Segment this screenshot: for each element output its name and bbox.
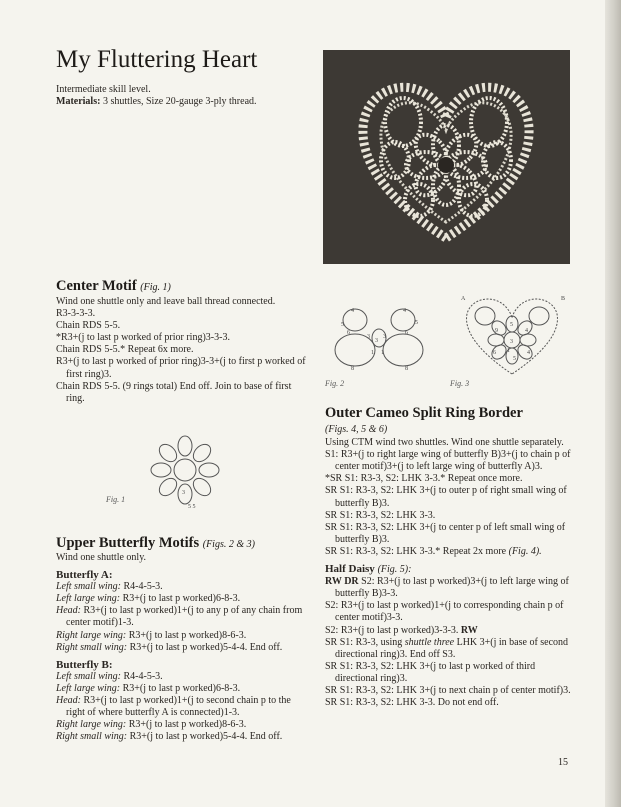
svg-text:4: 4	[525, 328, 528, 334]
materials-text: 3 shuttles, Size 20-gauge 3-ply thread.	[100, 96, 257, 108]
outer-cameo-fig-ref: (Figs. 4, 5 & 6)	[325, 424, 388, 435]
svg-text:A: A	[461, 296, 466, 302]
instruction-line: Right small wing: R3+(j to last p worked)5-4-4. End off.	[56, 641, 283, 653]
svg-text:3: 3	[510, 339, 513, 345]
svg-text:4: 4	[351, 308, 354, 314]
instruction-line: Using CTM wind two shuttles. Wind one shuttle separately.	[325, 437, 564, 449]
fig-1-caption: Fig. 1	[106, 495, 126, 504]
center-motif-instructions	[56, 296, 308, 405]
outer-cameo-instructions	[325, 424, 571, 709]
figure-1	[140, 432, 230, 512]
svg-text:6: 6	[405, 330, 408, 336]
instruction-line: Chain RDS 5-5.* Repeat 6x more.	[56, 344, 194, 356]
instruction-line: *R3+(j to last p worked of prior ring)3-3-3.	[56, 332, 230, 344]
instruction-line: Left small wing: R4-4-5-3.	[56, 670, 163, 682]
figure-2	[325, 298, 435, 378]
page-edge	[605, 0, 621, 807]
svg-text:5: 5	[415, 320, 418, 326]
instruction-line: Right small wing: R3+(j to last p worked)5-4-4. End off.	[56, 731, 283, 743]
skill-level: Intermediate skill level.	[56, 84, 151, 95]
svg-text:5: 5	[341, 322, 344, 328]
instruction-line: SR S1: R3-3, S2: LHK 3+(j to outer p of right small wing of butterfly B)3.	[325, 485, 567, 509]
materials-label: Materials:	[56, 96, 101, 108]
instruction-line: RW DR S2: R3+(j to last p worked)3+(j to left large wing of butterfly B)3-3.	[325, 576, 569, 600]
page-number: 15	[558, 757, 568, 768]
fig-2-caption: Fig. 2	[325, 379, 345, 388]
center-motif-heading: Center Motif (Fig. 1)	[56, 278, 171, 294]
instruction-line: Left large wing: R3+(j to last p worked)6-8-3.	[56, 593, 241, 605]
butterfly-b-label: Butterfly B:	[56, 658, 113, 671]
instruction-line: Left large wing: R3+(j to last p worked)6-8-3.	[56, 682, 241, 694]
upper-butterfly-fig-ref: (Figs. 2 & 3)	[202, 539, 255, 550]
instruction-line: SR S1: R3-3, S2: LHK 3-3.* Repeat 2x more (Fig. 4).	[325, 545, 542, 557]
svg-text:1: 1	[371, 350, 374, 356]
svg-text:1: 1	[381, 350, 384, 356]
butterfly-diagram	[325, 298, 435, 378]
upper-butterfly-instructions	[56, 552, 308, 743]
instruction-line: Wind one shuttle only.	[56, 552, 147, 563]
upper-butterfly-heading: Upper Butterfly Motifs (Figs. 2 & 3)	[56, 535, 255, 551]
instruction-line: Head: R3+(j to last p worked)1+(j to any p of any chain from center motif)1-3.	[56, 605, 303, 629]
instruction-line: Chain RDS 5-5.	[56, 320, 121, 332]
intro	[56, 84, 306, 108]
instruction-line: S1: R3+(j to right large wing of butterfly B)3+(j to chain p of center motif)3+(j to left large wing of butterfly A)3.	[325, 449, 571, 473]
instruction-line: SR S1: R3-3, S2: LHK 3+(j to next chain p of center motif)3.	[325, 684, 571, 696]
instruction-line: R3-3-3-3.	[56, 308, 96, 320]
svg-text:1: 1	[507, 348, 510, 354]
svg-text:8: 8	[351, 366, 354, 372]
svg-text:5: 5	[510, 322, 513, 328]
instruction-line: Right large wing: R3+(j to last p worked)8-6-3.	[56, 629, 247, 641]
fig-3-caption: Fig. 3	[450, 379, 470, 388]
page-title: My Fluttering Heart	[56, 46, 258, 73]
instruction-line: Head: R3+(j to last p worked)1+(j to second chain p to the right of where butterfly A is connected)1-3.	[56, 695, 291, 719]
svg-text:6: 6	[493, 350, 496, 356]
instruction-line: R3+(j to last p worked of prior ring)3-3+(j to first p worked of first ring)3.	[56, 356, 306, 380]
svg-text:3: 3	[367, 334, 370, 340]
svg-text:B: B	[561, 296, 566, 302]
svg-text:9: 9	[495, 328, 498, 334]
materials	[56, 96, 306, 108]
svg-text:3: 3	[383, 334, 386, 340]
tatted-heart-image	[323, 50, 570, 264]
instruction-line: SR S1: R3-3, S2: LHK 3-3. Do not end off.	[325, 697, 499, 709]
heart-photo	[323, 50, 570, 264]
svg-text:8: 8	[405, 366, 408, 372]
svg-text:6: 6	[347, 330, 350, 336]
instruction-line: Right large wing: R3+(j to last p worked)8-6-3.	[56, 719, 247, 731]
svg-text:5 5: 5 5	[188, 504, 196, 510]
svg-text:5: 5	[513, 356, 516, 362]
outer-cameo-heading: Outer Cameo Split Ring Border	[325, 405, 523, 421]
instruction-line: *SR S1: R3-3, S2: LHK 3-3.* Repeat once more.	[325, 473, 523, 485]
figure-3	[455, 288, 570, 380]
instruction-line: S2: R3+(j to last p worked)1+(j to corresponding chain p of center motif)3-3.	[325, 600, 564, 624]
half-daisy-heading: Half Daisy (Fig. 5):	[325, 563, 412, 576]
svg-text:3: 3	[375, 338, 378, 344]
svg-text:4: 4	[527, 350, 530, 356]
instruction-line: SR S1: R3-3, S2: LHK 3+(j to center p of left small wing of butterfly B)3.	[325, 521, 566, 545]
heart-assembly-diagram	[455, 288, 570, 380]
instruction-line: SR S1: R3-3, using shuttle three LHK 3+(j in base of second directional ring)3. End off S3.	[325, 636, 569, 660]
instruction-line: SR S1: R3-3, S2: LHK 3-3.	[325, 509, 436, 521]
center-motif-diagram	[140, 432, 230, 512]
svg-text:3: 3	[182, 490, 185, 496]
instruction-line: S2: R3+(j to last p worked)3-3-3. RW	[325, 624, 478, 636]
instruction-line: Wind one shuttle only and leave ball thread connected.	[56, 296, 276, 307]
instruction-line: Chain RDS 5-5. (9 rings total) End off. Join to base of first ring.	[56, 380, 292, 404]
butterfly-a-label: Butterfly A:	[56, 569, 113, 582]
instruction-line: Left small wing: R4-4-5-3.	[56, 581, 163, 593]
instruction-line: SR S1: R3-3, S2: LHK 3+(j to last p worked of third directional ring)3.	[325, 660, 536, 684]
svg-text:4: 4	[403, 308, 406, 314]
center-motif-fig-ref: (Fig. 1)	[140, 282, 171, 293]
